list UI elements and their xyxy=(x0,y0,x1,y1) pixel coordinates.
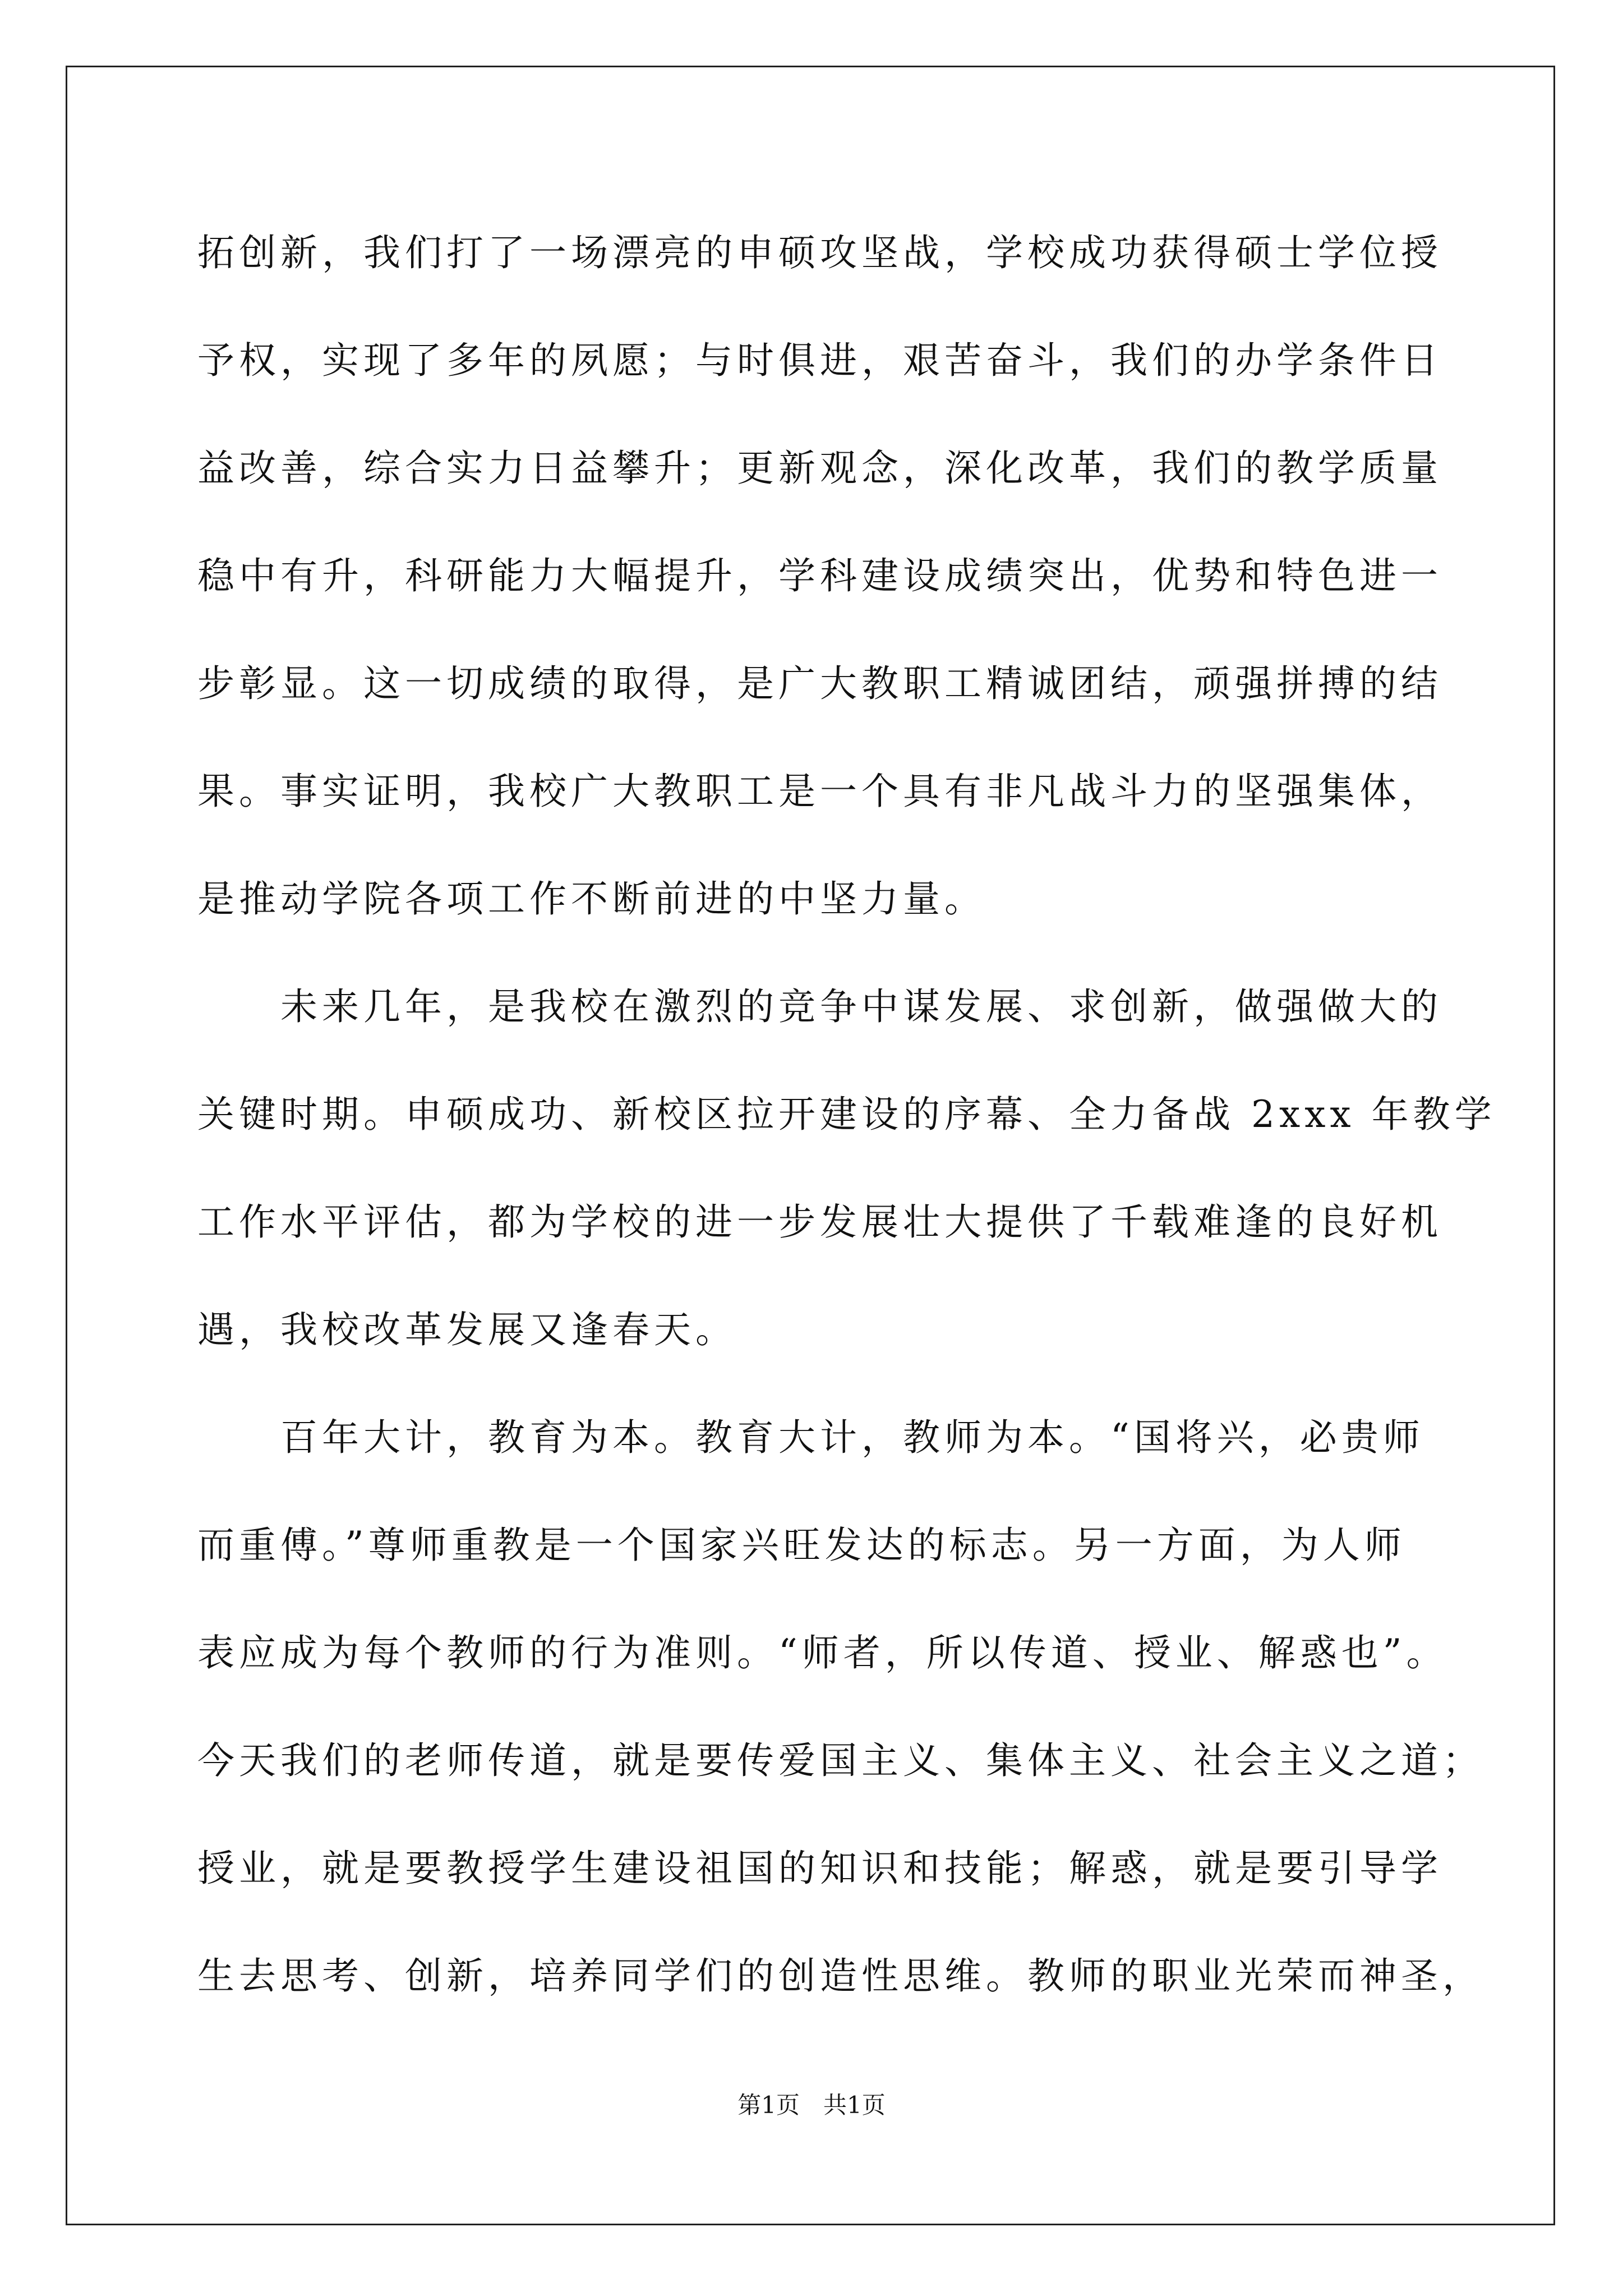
text-line: 果。事实证明，我校广大教职工是一个具有非凡战斗力的坚强集体， xyxy=(197,770,1442,813)
text-line: 益改善，综合实力日益攀升；更新观念，深化改革，我们的教学质量 xyxy=(197,447,1442,490)
text-line: 百年大计，教育为本。教育大计，教师为本。“国将兴，必贵师 xyxy=(280,1416,1424,1459)
text-line: 而重傅。”尊师重教是一个国家兴旺发达的标志。另一方面，为人师 xyxy=(197,1524,1406,1567)
page-number-label: 第1页 共1页 xyxy=(737,2091,886,2119)
text-line: 稳中有升，科研能力大幅提升，学科建设成绩突出，优势和特色进一 xyxy=(197,554,1442,597)
text-line: 今天我们的老师传道，就是要传爱国主义、集体主义、社会主义之道； xyxy=(197,1739,1484,1782)
page-footer xyxy=(0,2087,1623,2120)
paragraph-2 xyxy=(197,953,1496,1384)
text-line: 遇，我校改革发展又逢春天。 xyxy=(197,1308,737,1351)
text-line: 工作水平评估，都为学校的进一步发展壮大提供了千载难逢的良好机 xyxy=(197,1200,1442,1244)
text-line: 予权，实现了多年的夙愿；与时俱进，艰苦奋斗，我们的办学条件日 xyxy=(197,339,1442,382)
text-line: 拓创新，我们打了一场漂亮的申硕攻坚战，学校成功获得硕士学位授 xyxy=(197,231,1442,274)
text-line: 关键时期。申硕成功、新校区拉开建设的序幕、全力备战 2xxx 年教学 xyxy=(197,1093,1496,1136)
text-line: 授业，就是要教授学生建设祖国的知识和技能；解惑，就是要引导学 xyxy=(197,1847,1442,1890)
paragraph-3 xyxy=(197,1384,1484,2030)
text-line: 生去思考、创新，培养同学们的创造性思维。教师的职业光荣而神圣， xyxy=(197,1954,1484,1998)
text-line: 未来几年，是我校在激烈的竞争中谋发展、求创新，做强做大的 xyxy=(280,985,1442,1028)
text-line: 表应成为每个教师的行为准则。“师者，所以传道、授业、解惑也”。 xyxy=(197,1631,1448,1674)
text-line: 是推动学院各项工作不断前进的中坚力量。 xyxy=(197,877,986,921)
document-body xyxy=(197,199,1496,2030)
paragraph-1 xyxy=(197,199,1442,953)
text-line: 步彰显。这一切成绩的取得，是广大教职工精诚团结，顽强拼搏的结 xyxy=(197,662,1442,705)
